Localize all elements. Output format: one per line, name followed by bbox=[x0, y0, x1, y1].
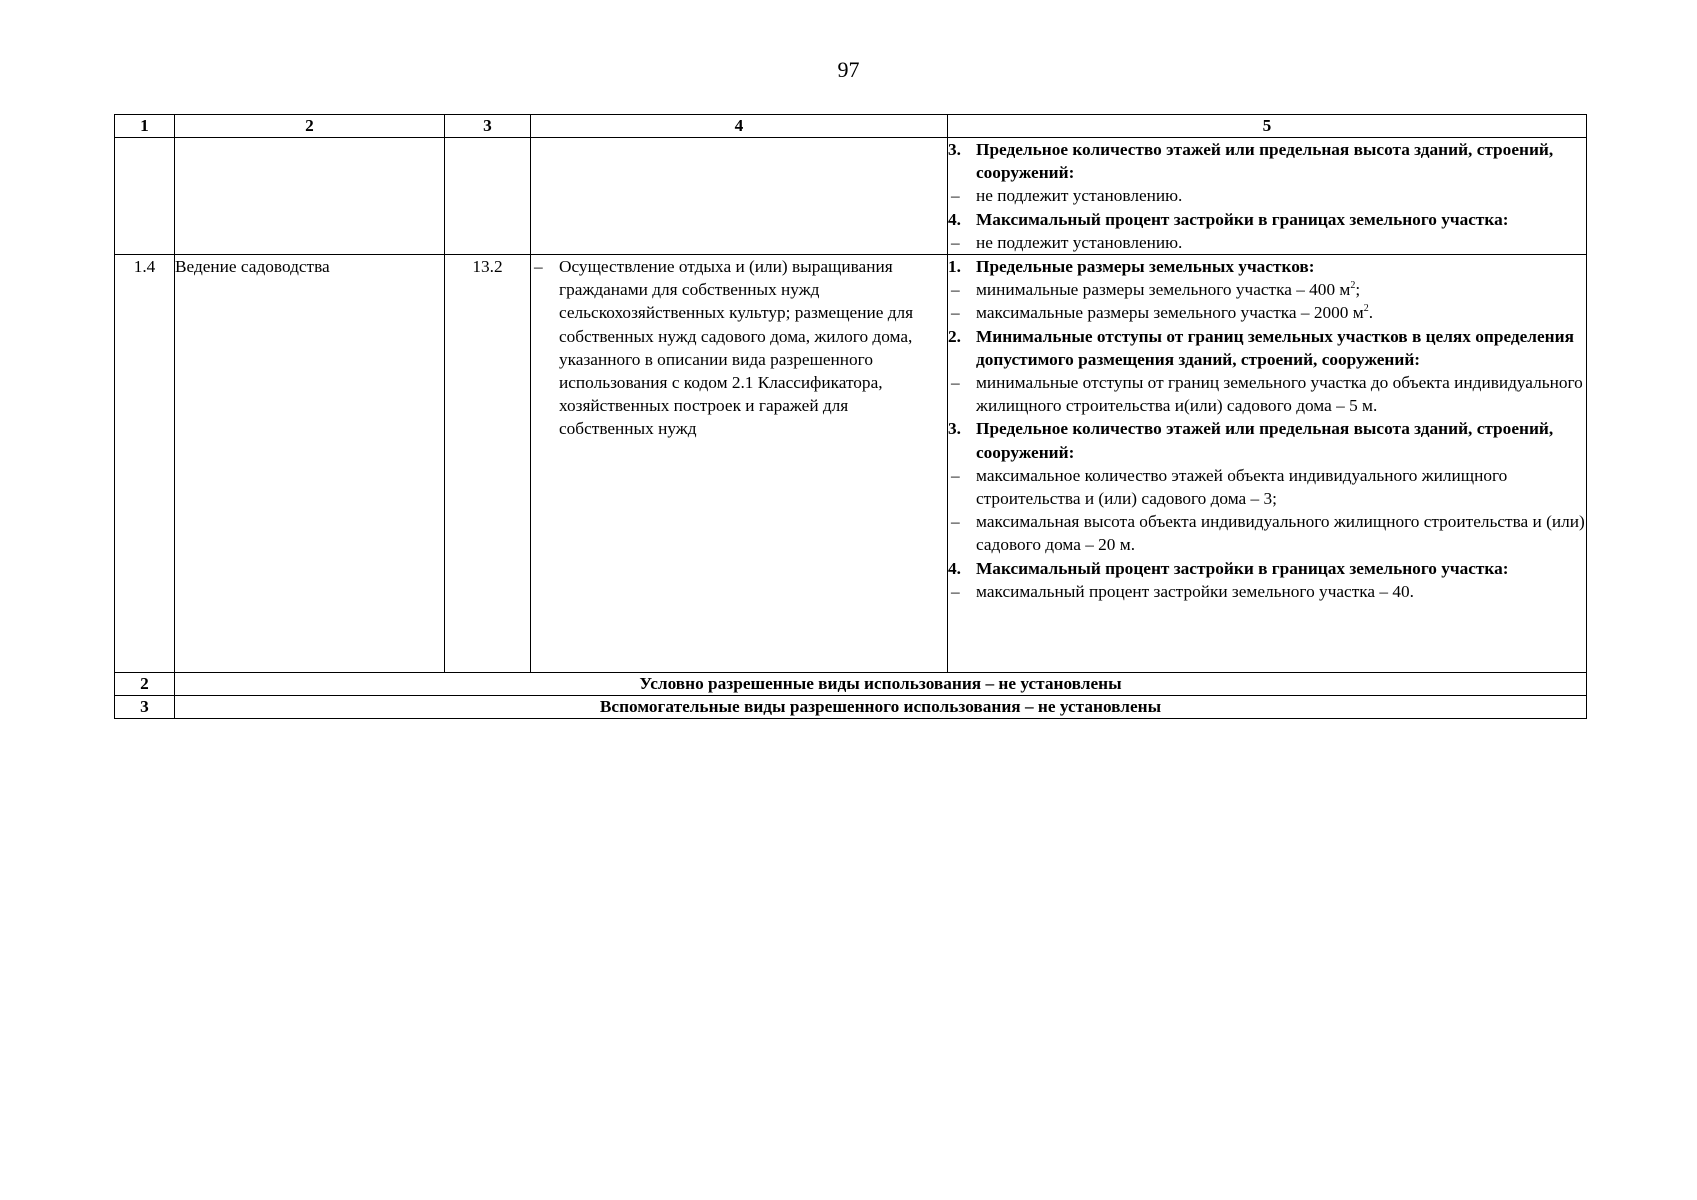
item-text-main: Предельные размеры земельных участков: bbox=[976, 257, 1315, 277]
description-cell bbox=[531, 255, 948, 673]
numbered-heading bbox=[948, 417, 1586, 463]
item-number: 2. bbox=[948, 326, 961, 346]
dash-item bbox=[948, 464, 1586, 510]
dash-item bbox=[948, 231, 1586, 254]
item-text-main: Предельное количество этажей или предельная высота зданий, строений, сооружений: bbox=[976, 140, 1554, 183]
regulations-cell bbox=[948, 138, 1587, 255]
numbered-heading bbox=[948, 208, 1586, 231]
item-text-main: максимальная высота объекта индивидуального жилищного строительства и (или) садового дома – 20 м. bbox=[976, 512, 1585, 555]
numbered-heading bbox=[948, 325, 1586, 371]
item-text bbox=[976, 417, 1586, 463]
item-text-main: не подлежит установлению. bbox=[976, 186, 1183, 206]
item-text-main: Предельное количество этажей или предельная высота зданий, строений, сооружений: bbox=[976, 419, 1554, 462]
item-text-main: минимальные отступы от границ земельного участка до объекта индивидуального жилищного строительства и(или) садового дома – 5 м. bbox=[976, 373, 1583, 416]
row-number: 1.4 bbox=[115, 255, 175, 673]
numbered-heading bbox=[948, 255, 1586, 278]
numbered-heading bbox=[948, 557, 1586, 580]
header-col-4: 4 bbox=[531, 115, 948, 138]
item-number: 3. bbox=[948, 140, 961, 159]
empty-cell bbox=[531, 138, 948, 255]
dash-marker: – bbox=[951, 186, 960, 206]
item-number: 3. bbox=[948, 419, 961, 439]
dash-marker: – bbox=[951, 373, 960, 393]
item-text bbox=[976, 255, 1586, 278]
land-use-table bbox=[114, 114, 1587, 719]
item-text-main: Максимальный процент застройки в границах земельного участка: bbox=[976, 558, 1509, 578]
item-text-main: Максимальный процент застройки в границах земельного участка: bbox=[976, 209, 1509, 229]
numbered-heading bbox=[948, 138, 1586, 184]
item-text bbox=[976, 325, 1586, 371]
item-text bbox=[976, 557, 1586, 580]
table-row-2 bbox=[115, 673, 1587, 696]
item-text-main: максимальные размеры земельного участка – 2000 м bbox=[976, 303, 1364, 323]
dash-marker: – bbox=[951, 232, 960, 252]
item-text bbox=[976, 278, 1586, 301]
item-text-main: максимальное количество этажей объекта индивидуального жилищного строительства и (или) садового дома – 3; bbox=[976, 465, 1508, 509]
dash-item bbox=[948, 371, 1586, 417]
item-text bbox=[976, 184, 1586, 207]
header-col-2: 2 bbox=[175, 115, 445, 138]
superscript: 2 bbox=[1363, 303, 1369, 315]
item-number: 1. bbox=[948, 257, 961, 277]
superscript: 2 bbox=[1350, 280, 1356, 292]
item-text-main: максимальный процент застройки земельного участка – 40. bbox=[976, 581, 1414, 601]
item-text bbox=[976, 208, 1586, 231]
item-text-main: не подлежит установлению. bbox=[976, 232, 1183, 252]
empty-cell bbox=[445, 138, 531, 255]
dash-marker: – bbox=[951, 512, 960, 532]
dash-marker: – bbox=[534, 257, 543, 277]
dash-item bbox=[948, 510, 1586, 556]
table-header-row bbox=[115, 115, 1587, 138]
dash-item bbox=[948, 278, 1586, 301]
table-row-continuation bbox=[115, 138, 1587, 255]
dash-item bbox=[948, 184, 1586, 207]
item-number: 4. bbox=[948, 558, 961, 578]
item-text-main: минимальные размеры земельного участка – 400 м bbox=[976, 280, 1351, 300]
dash-marker: – bbox=[951, 465, 960, 485]
item-text-main: Минимальные отступы от границ земельных участков в целях определения допустимого размещения зданий, строений, сооружений: bbox=[976, 326, 1574, 369]
classifier-code: 13.2 bbox=[445, 255, 531, 673]
dash-marker: – bbox=[951, 280, 960, 300]
item-text bbox=[976, 580, 1586, 603]
item-text bbox=[976, 464, 1586, 510]
item-number: 4. bbox=[948, 209, 961, 229]
header-col-5: 5 bbox=[948, 115, 1587, 138]
item-text bbox=[976, 138, 1586, 184]
empty-cell bbox=[175, 138, 445, 255]
page-number: 97 bbox=[837, 57, 860, 82]
section-text: Условно разрешенные виды использования – не установлены bbox=[175, 673, 1587, 696]
section-text: Вспомогательные виды разрешенного использования – не установлены bbox=[175, 696, 1587, 719]
section-number: 3 bbox=[115, 696, 175, 719]
header-col-3: 3 bbox=[445, 115, 531, 138]
section-number: 2 bbox=[115, 673, 175, 696]
land-use-name: Ведение садоводства bbox=[175, 255, 445, 673]
dash-marker: – bbox=[951, 303, 960, 323]
item-text bbox=[976, 510, 1586, 556]
dash-marker: – bbox=[951, 581, 960, 601]
header-col-1: 1 bbox=[115, 115, 175, 138]
item-text bbox=[976, 301, 1586, 324]
item-text bbox=[976, 231, 1586, 254]
empty-cell bbox=[115, 138, 175, 255]
item-text-tail: ; bbox=[1355, 280, 1361, 300]
table-row-3 bbox=[115, 696, 1587, 719]
dash-item bbox=[948, 580, 1586, 603]
description-text: Осуществление отдыха и (или) выращивания гражданами для собственных нужд сельскохозяйственных культур; размещение для собственных нужд садового дома, жилого дома, указанного в описании вида разрешенного использования с кодом 2.1 Классификатора, хозяйственных построек и гаражей для собственных нужд bbox=[559, 257, 914, 439]
item-text bbox=[976, 371, 1586, 417]
regulations-cell bbox=[948, 255, 1587, 673]
item-text-tail: . bbox=[1368, 303, 1374, 323]
table-row-1-4 bbox=[115, 255, 1587, 673]
description-item bbox=[531, 255, 947, 441]
dash-item bbox=[948, 301, 1586, 324]
